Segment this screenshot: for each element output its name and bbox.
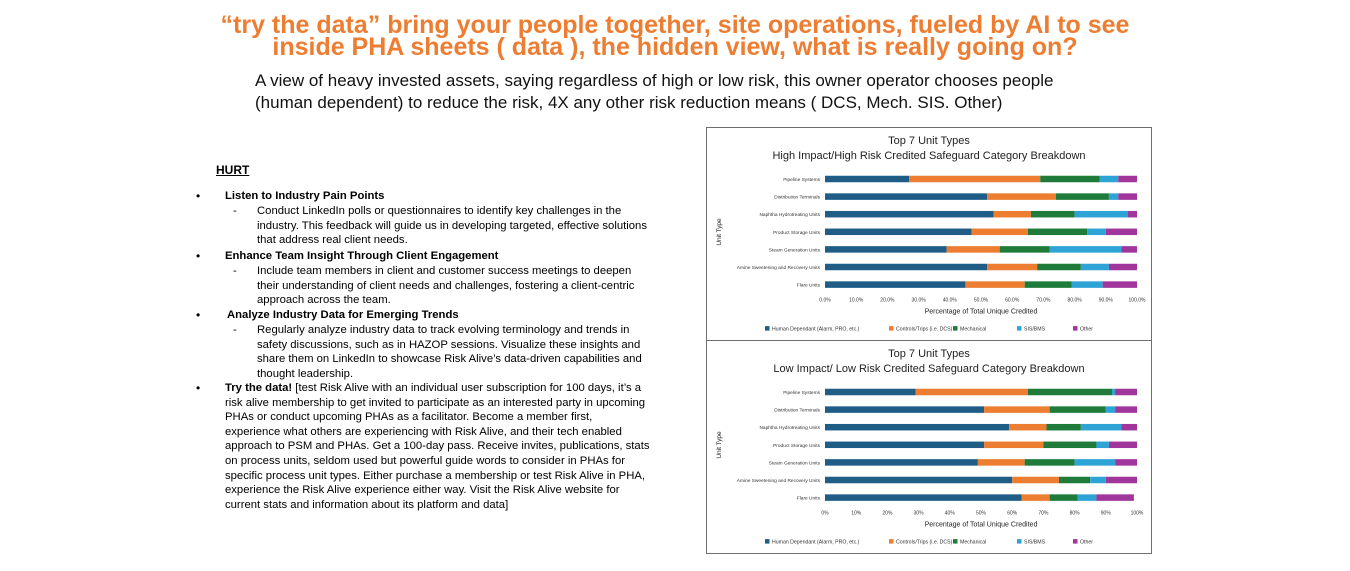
- legend-swatch: [1073, 539, 1078, 544]
- category-label: Product Storage Units: [773, 230, 820, 236]
- bar-segment: [1025, 459, 1075, 466]
- bar-segment: [1000, 246, 1050, 253]
- subtitle: [255, 70, 1135, 114]
- bar-segment: [1031, 211, 1075, 218]
- legend-swatch: [889, 539, 894, 544]
- x-tick-label: 40.0%: [942, 297, 957, 304]
- category-label: Steam Generation Units: [768, 461, 820, 467]
- x-tick-label: 60%: [1007, 510, 1018, 517]
- x-tick-label: 80%: [1069, 510, 1080, 517]
- bar-segment: [1106, 406, 1115, 413]
- y-axis-label: Unit Type: [716, 431, 723, 459]
- bar-segment: [1115, 389, 1137, 396]
- x-tick-label: 0%: [821, 510, 829, 517]
- bar-segment: [1081, 424, 1122, 431]
- bar-segment: [1028, 389, 1112, 396]
- try-line: experience the Risk Alive experience either way. Visit the Risk Alive website for: [225, 484, 620, 497]
- bar-segment: [1106, 477, 1137, 484]
- bar-segment: [1037, 264, 1081, 271]
- legend-label: Human Dependant (Alarm, PRO, etc.): [772, 326, 860, 333]
- bar-segment: [825, 459, 978, 466]
- detail-line: thought leadership.: [257, 367, 354, 380]
- try-line: specific process unit types. Either purchase a membership or test Risk Alive in PHA,: [225, 469, 646, 482]
- legend-label: Other: [1080, 539, 1093, 546]
- headline-line-1: “try the data” bring your people together, site operations, fueled by AI to see: [220, 11, 1130, 39]
- bar-segment: [1040, 176, 1099, 183]
- category-label: Distribution Terminals: [774, 408, 820, 414]
- chart-low-impact-svg: [707, 341, 1151, 553]
- legend-swatch: [765, 326, 770, 331]
- legend-swatch: [953, 539, 958, 544]
- bar-segment: [972, 229, 1028, 236]
- bar-segment: [1096, 494, 1133, 501]
- bullet-title: Listen to Industry Pain Points: [225, 190, 385, 202]
- bar-segment: [825, 193, 987, 200]
- bar-segment: [1050, 246, 1122, 253]
- bar-segment: [965, 281, 1024, 288]
- detail-line: their understanding of client needs and challenges, fostering a client-centric: [257, 279, 635, 292]
- bar-segment: [825, 176, 909, 183]
- bar-segment: [993, 211, 1030, 218]
- category-label: Amine Sweetening and Recovery Units: [736, 479, 820, 484]
- bar-segment: [1009, 424, 1046, 431]
- bar-segment: [1109, 264, 1137, 271]
- chart-title: Top 7 Unit Types: [888, 135, 970, 147]
- x-tick-label: 30.0%: [911, 297, 926, 304]
- dash-glyph: -: [233, 324, 237, 336]
- try-line: risk alive membership to get invited to participate as an interested party in upcoming: [225, 396, 646, 409]
- bar-segment: [1050, 406, 1106, 413]
- bar-segment: [1071, 281, 1102, 288]
- bar-segment: [1112, 389, 1115, 396]
- legend-label: Mechanical: [960, 539, 987, 546]
- detail-line: share them on LinkedIn to showcase Risk Alive’s data-driven capabilities and: [257, 353, 642, 366]
- headline: [0, 11, 1350, 61]
- legend-label: Controls/Trips (i.e. DCS): [896, 539, 953, 546]
- try-first-line: [225, 381, 677, 396]
- legend-label: SIS/BMS: [1024, 539, 1046, 546]
- chart-subtitle: High Impact/High Risk Credited Safeguard Category Breakdown: [772, 150, 1086, 162]
- bar-segment: [1025, 281, 1072, 288]
- x-tick-label: 90%: [1100, 510, 1111, 517]
- x-tick-label: 50.0%: [973, 297, 989, 304]
- bar-segment: [825, 246, 947, 253]
- detail-line: approach across the team.: [257, 294, 391, 307]
- dash-glyph: -: [233, 265, 237, 277]
- legend-label: Human Dependant (Alarm, PRO, etc.): [772, 539, 860, 546]
- x-axis-label: Percentage of Total Unique Credited: [924, 308, 1038, 316]
- bar-segment: [825, 229, 972, 236]
- bar-segment: [1059, 477, 1090, 484]
- bar-segment: [1028, 229, 1087, 236]
- legend-label: SIS/BMS: [1024, 326, 1046, 333]
- category-label: Flare Units: [796, 283, 820, 289]
- bar-segment: [1128, 211, 1137, 218]
- detail-line: Conduct LinkedIn polls or questionnaires to identify key challenges in the: [257, 205, 622, 217]
- category-label: Naphtha Hydrotreating Units: [759, 426, 820, 432]
- legend-swatch: [953, 326, 958, 331]
- x-tick-label: 0.0%: [819, 297, 831, 304]
- bar-segment: [1078, 494, 1097, 501]
- detail-line: Include team members in client and customer success meetings to deepen: [257, 265, 632, 277]
- category-label: Steam Generation Units: [768, 248, 820, 254]
- category-label: Amine Sweetening and Recovery Units: [736, 266, 820, 271]
- chart-subtitle: Low Impact/ Low Risk Credited Safeguard Category Breakdown: [773, 363, 1085, 375]
- bar-segment: [1056, 193, 1109, 200]
- bar-segment: [825, 389, 915, 396]
- legend-label: Other: [1080, 326, 1093, 333]
- try-line: current stats and information about its platform and data]: [225, 498, 509, 511]
- x-tick-label: 10.0%: [849, 297, 864, 304]
- x-tick-label: 10%: [851, 510, 862, 517]
- bar-segment: [915, 389, 1027, 396]
- try-paragraph: [225, 381, 677, 512]
- category-label: Pipeline Systems: [783, 178, 820, 183]
- headline-line-2: inside PHA sheets ( data ), the hidden view, what is really going on?: [272, 33, 1078, 61]
- x-tick-label: 40%: [944, 510, 955, 517]
- bar-segment: [984, 406, 1050, 413]
- bar-segment: [987, 264, 1037, 271]
- bar-segment: [825, 264, 987, 271]
- legend-swatch: [1017, 326, 1022, 331]
- bullet-title: Analyze Industry Data for Emerging Trends: [227, 309, 459, 321]
- subtitle-line-2: (human dependent) to reduce the risk, 4X any other risk reduction means ( DCS, Mech. SIS. Other): [255, 93, 1003, 112]
- bar-segment: [1043, 442, 1096, 449]
- try-line: PHAs or conduct upcoming PHAs as a facilitator. Become a member first,: [225, 411, 593, 424]
- try-line: experience what others are experiencing with Risk Alive, and their tech enabled: [225, 425, 622, 438]
- bar-segment: [947, 246, 1000, 253]
- legend-label: Controls/Trips (i.e. DCS): [896, 326, 953, 333]
- bar-segment: [1075, 459, 1116, 466]
- section-heading: HURT: [216, 163, 250, 177]
- x-tick-label: 80.0%: [1067, 297, 1082, 304]
- bar-segment: [987, 193, 1056, 200]
- bar-segment: [1115, 459, 1137, 466]
- bar-segment: [1022, 494, 1050, 501]
- category-label: Flare Units: [796, 496, 820, 502]
- bar-segment: [1115, 406, 1137, 413]
- legend-swatch: [1017, 539, 1022, 544]
- x-axis-label: Percentage of Total Unique Credited: [924, 521, 1038, 529]
- category-label: Naphtha Hydrotreating Units: [759, 213, 820, 219]
- x-tick-label: 100.0%: [1128, 297, 1146, 304]
- legend-swatch: [765, 539, 770, 544]
- chart-title: Top 7 Unit Types: [888, 348, 970, 360]
- x-tick-label: 20.0%: [880, 297, 895, 304]
- x-tick-label: 50%: [975, 510, 987, 517]
- bar-segment: [825, 477, 1012, 484]
- x-tick-label: 100%: [1130, 510, 1144, 517]
- try-line: approach to PSM and PHAs. Get a 100-day pass. Receive invites, publications, stats: [225, 440, 650, 453]
- x-tick-label: 70%: [1038, 510, 1049, 517]
- bar-segment: [1050, 494, 1078, 501]
- bar-segment: [825, 442, 984, 449]
- bar-segment: [1121, 246, 1137, 253]
- bullet-glyph: •: [196, 308, 201, 322]
- bar-segment: [1075, 211, 1128, 218]
- detail-line: safety discussions, such as in HAZOP sessions. Visualize these insights and: [257, 338, 641, 351]
- bar-segment: [1081, 264, 1109, 271]
- x-tick-label: 70.0%: [1036, 297, 1051, 304]
- legend-swatch: [889, 326, 894, 331]
- detail-line: that address real client needs.: [257, 234, 408, 247]
- try-first-rest: [test Risk Alive with an individual user subscription for 100 days, it’s a: [292, 382, 642, 394]
- legend-swatch: [1073, 326, 1078, 331]
- category-label: Product Storage Units: [773, 443, 820, 449]
- bullet-detail: [257, 323, 677, 381]
- bullet-glyph: •: [196, 189, 201, 203]
- bullet-glyph: •: [196, 249, 201, 263]
- bar-segment: [1012, 477, 1059, 484]
- detail-line: industry. This feedback will guide us in developing targeted, effective solutions: [257, 219, 647, 232]
- bar-segment: [1118, 193, 1137, 200]
- dash-glyph: -: [233, 205, 237, 217]
- bar-segment: [909, 176, 1040, 183]
- bar-segment: [1106, 229, 1137, 236]
- bullet-detail: [257, 264, 677, 308]
- bar-segment: [1100, 176, 1119, 183]
- try-line: on process units, seldom used but powerful guide words to consider in PHAs for: [225, 454, 625, 467]
- category-label: Pipeline Systems: [783, 391, 820, 396]
- bar-segment: [1118, 176, 1137, 183]
- x-tick-label: 30%: [913, 510, 924, 517]
- bar-segment: [1103, 281, 1137, 288]
- chart-high-impact-svg: [707, 128, 1151, 340]
- bar-segment: [825, 424, 1009, 431]
- bullet-detail: [257, 204, 677, 248]
- try-title: Try the data!: [225, 382, 293, 394]
- bullet-glyph: •: [196, 381, 201, 395]
- bar-segment: [1090, 477, 1106, 484]
- chart-high-impact: [706, 127, 1152, 341]
- bar-segment: [825, 211, 993, 218]
- bar-segment: [1109, 442, 1137, 449]
- bar-segment: [984, 442, 1043, 449]
- chart-low-impact: [706, 340, 1152, 554]
- bullet-title: Enhance Team Insight Through Client Engagement: [225, 250, 499, 262]
- legend-label: Mechanical: [960, 326, 987, 333]
- bar-segment: [825, 281, 965, 288]
- bar-segment: [1087, 229, 1106, 236]
- y-axis-label: Unit Type: [716, 218, 723, 246]
- x-tick-label: 20%: [882, 510, 893, 517]
- bar-segment: [1121, 424, 1137, 431]
- bar-segment: [1096, 442, 1108, 449]
- bar-segment: [825, 406, 984, 413]
- x-tick-label: 90.0%: [1098, 297, 1113, 304]
- category-label: Distribution Terminals: [774, 195, 820, 201]
- bar-segment: [978, 459, 1025, 466]
- bar-segment: [1047, 424, 1081, 431]
- detail-line: Regularly analyze industry data to track evolving terminology and trends in: [257, 324, 630, 336]
- x-tick-label: 60.0%: [1005, 297, 1020, 304]
- bar-segment: [825, 494, 1022, 501]
- bar-segment: [1109, 193, 1118, 200]
- subtitle-line-1: A view of heavy invested assets, saying regardless of high or low risk, this owner operator chooses people: [255, 71, 1054, 90]
